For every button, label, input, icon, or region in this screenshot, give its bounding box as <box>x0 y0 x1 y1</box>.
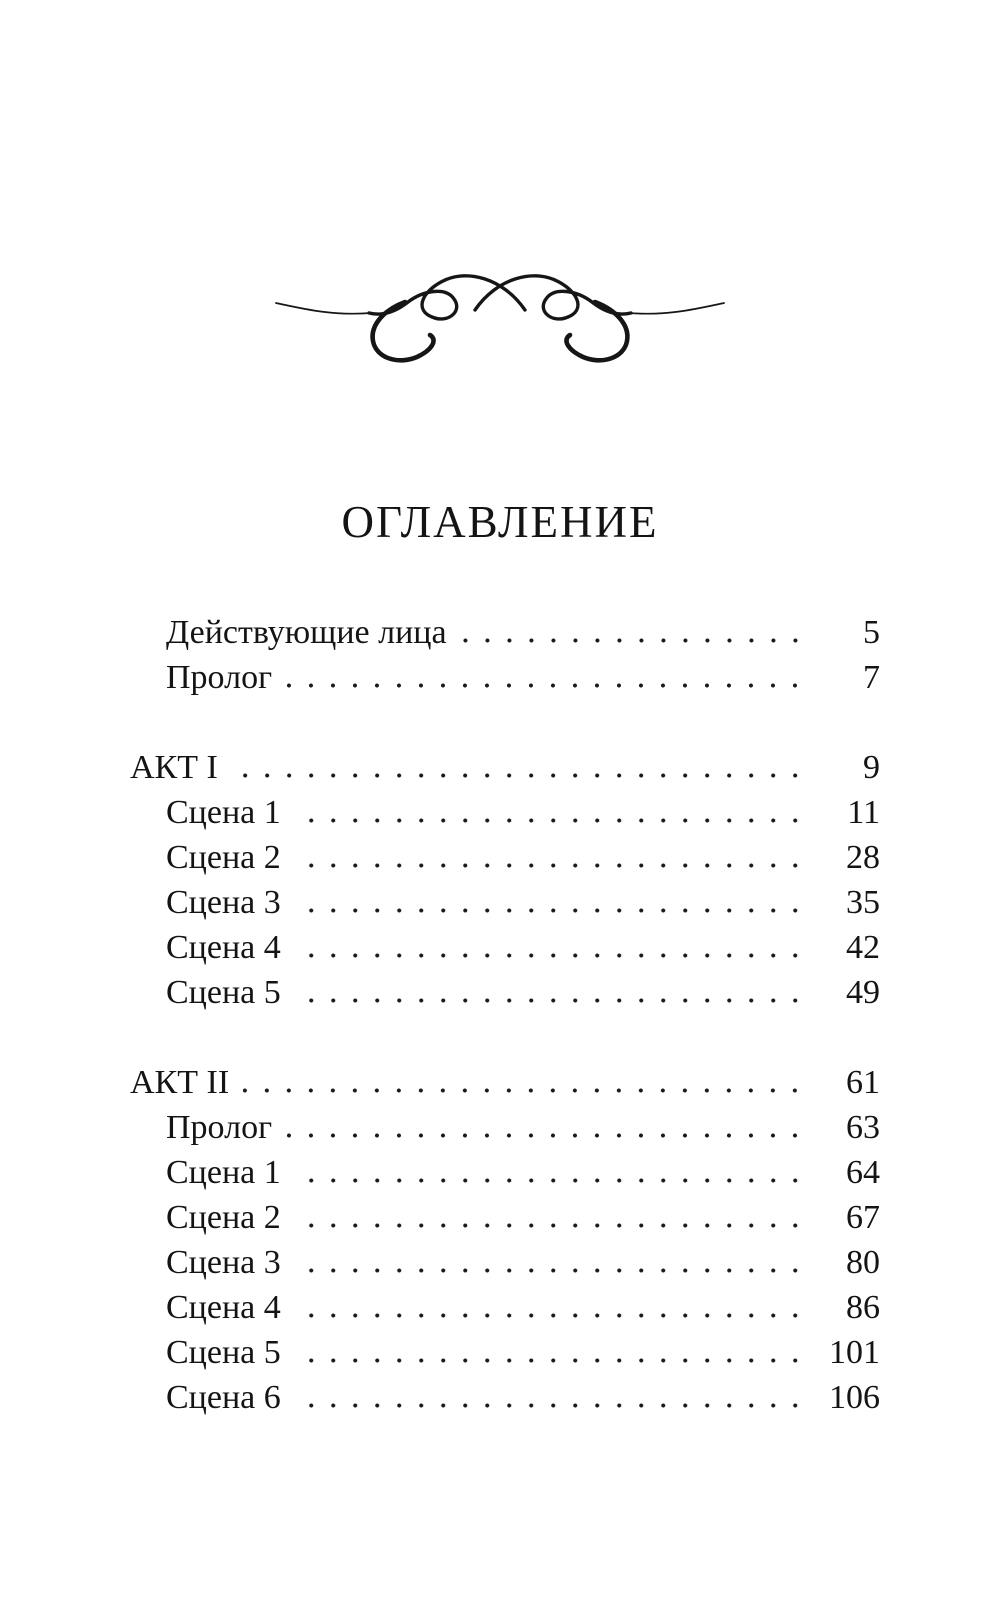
toc-entry-page-number: 67 <box>846 1199 880 1236</box>
toc-entry-label: Сцена 2 <box>166 1199 281 1236</box>
dot-leader <box>295 1330 808 1375</box>
dot-leader <box>295 1375 808 1420</box>
dot-leader <box>461 610 808 655</box>
dot-leader <box>286 1105 808 1150</box>
toc-entry-label: Сцена 5 <box>166 1334 281 1371</box>
toc-entry-label: Сцена 6 <box>166 1379 281 1416</box>
toc-entry-page-number: 9 <box>863 749 880 786</box>
toc-entry-label: Сцена 2 <box>166 839 281 876</box>
toc-entry <box>130 1105 880 1150</box>
toc-entry <box>130 925 880 970</box>
toc-group-3 <box>130 1060 880 1420</box>
flourish-ornament-svg <box>275 252 725 372</box>
toc-entry-page-number: 63 <box>846 1109 880 1146</box>
toc-entry-page-number: 86 <box>846 1289 880 1326</box>
dot-leader <box>295 1285 808 1330</box>
toc-entry <box>130 880 880 925</box>
toc-entry-label: АКТ II <box>130 1064 230 1101</box>
toc-entry-label: Сцена 4 <box>166 929 281 966</box>
dot-leader <box>243 1060 808 1105</box>
page-title: ОГЛАВЛЕНИЕ <box>341 497 659 547</box>
toc-entry-label: Пролог <box>166 659 273 696</box>
toc-entry-label: Сцена 3 <box>166 1244 281 1281</box>
toc-entry-page-number: 5 <box>863 614 880 651</box>
dot-leader <box>295 835 808 880</box>
toc-entry-page-number: 35 <box>846 884 880 921</box>
toc-entry-page-number: 49 <box>846 974 880 1011</box>
toc-entry-page-number: 28 <box>846 839 880 876</box>
toc-entry-label: АКТ I <box>130 749 218 786</box>
toc-entry <box>130 1240 880 1285</box>
dot-leader <box>295 880 808 925</box>
dot-leader <box>295 925 808 970</box>
dot-leader <box>295 970 808 1015</box>
toc-entry <box>130 1195 880 1240</box>
toc-entry-page-number: 61 <box>846 1064 880 1101</box>
toc-entry-label: Сцена 4 <box>166 1289 281 1326</box>
dot-leader <box>295 1150 808 1195</box>
toc-entry <box>130 790 880 835</box>
toc-group-2 <box>130 745 880 1015</box>
toc-entry-page-number: 7 <box>863 659 880 696</box>
table-of-contents <box>130 610 880 1420</box>
toc-entry <box>130 1330 880 1375</box>
toc-entry <box>130 745 880 790</box>
toc-entry-page-number: 42 <box>846 929 880 966</box>
toc-entry <box>130 835 880 880</box>
toc-entry <box>130 1285 880 1330</box>
toc-entry-page-number: 106 <box>829 1379 880 1416</box>
dot-leader <box>295 1240 808 1285</box>
toc-entry-label: Пролог <box>166 1109 273 1146</box>
toc-entry <box>130 1375 880 1420</box>
toc-group-1 <box>130 610 880 700</box>
dot-leader <box>286 655 808 700</box>
toc-entry <box>130 655 880 700</box>
toc-entry-label: Сцена 5 <box>166 974 281 1011</box>
toc-entry-page-number: 64 <box>846 1154 880 1191</box>
toc-entry <box>130 1150 880 1195</box>
dot-leader <box>295 790 808 835</box>
toc-entry-label: Действующие лица <box>166 614 447 651</box>
toc-entry <box>130 610 880 655</box>
flourish-ornament <box>275 252 725 372</box>
dot-leader <box>295 1195 808 1240</box>
toc-entry <box>130 1060 880 1105</box>
toc-entry-label: Сцена 1 <box>166 794 281 831</box>
toc-entry-page-number: 11 <box>847 794 880 831</box>
toc-entry-label: Сцена 3 <box>166 884 281 921</box>
toc-entry-page-number: 80 <box>846 1244 880 1281</box>
toc-entry-label: Сцена 1 <box>166 1154 281 1191</box>
toc-entry <box>130 970 880 1015</box>
toc-entry-page-number: 101 <box>829 1334 880 1371</box>
dot-leader <box>232 745 808 790</box>
